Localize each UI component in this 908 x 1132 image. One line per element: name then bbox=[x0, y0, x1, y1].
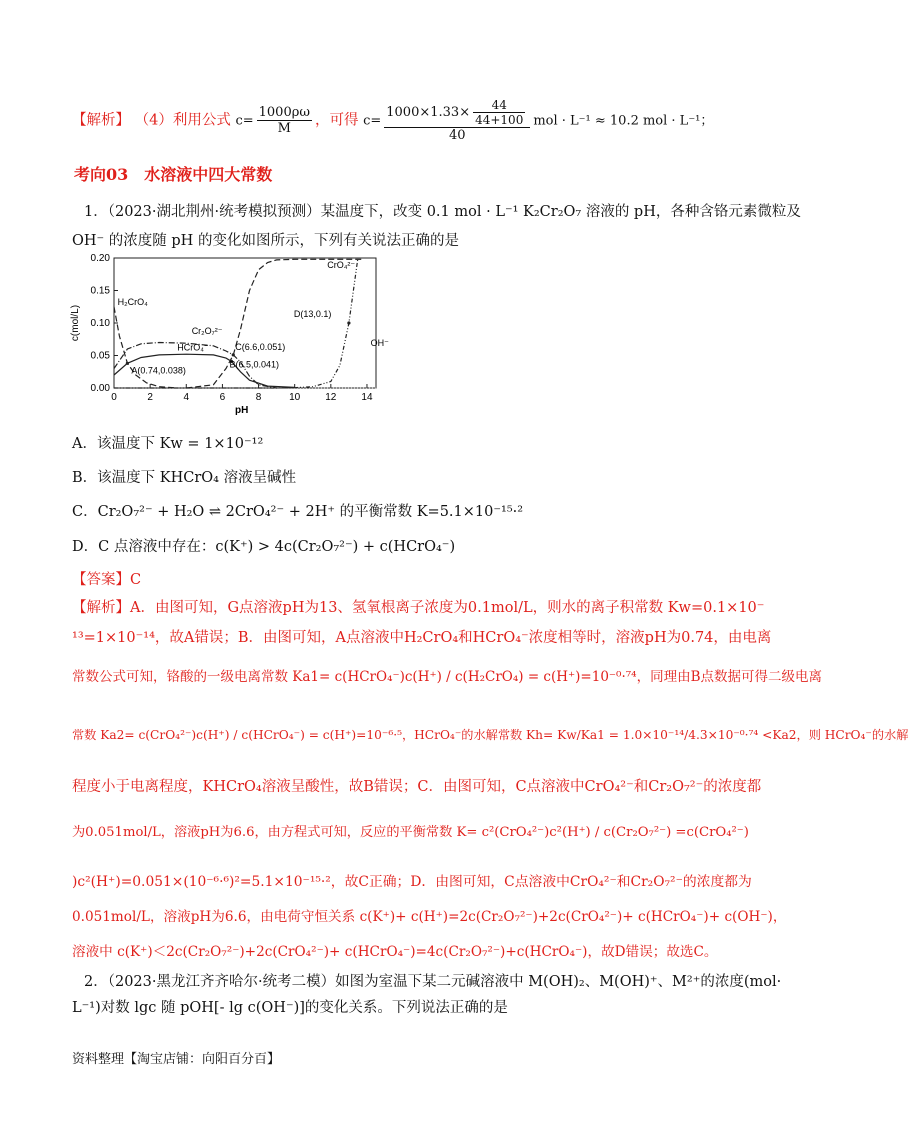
series-label: OH⁻ bbox=[370, 337, 389, 348]
series-label: Cr₂O₇²⁻ bbox=[191, 326, 223, 337]
q1-analysis-8: 0.051mol/L，溶液pH为6.6，由电荷守恒关系 c(K⁺)+ c(H⁺)=2c(Cr₂O₇²⁻)+2c(CrO₄²⁻)+ c(HCrO₄⁻)+ c(OH⁻)， bbox=[72, 909, 787, 925]
q1-analysis-9: 溶液中 c(K⁺)＜2c(Cr₂O₇²⁻)+2c(CrO₄²⁻)+ c(HCrO₄⁻)=4c(Cr₂O₇²⁻)+c(HCrO₄⁻)，故D错误；故选C。 bbox=[72, 944, 718, 960]
x-tick-label: 4 bbox=[183, 392, 190, 403]
series-label: HCrO₄⁻ bbox=[177, 342, 209, 353]
q1-analysis-4: 常数 Ka2= c(CrO₄²⁻)c(H⁺) / c(HCrO₄⁻) = c(H⁺)=10⁻⁶·⁵，HCrO₄⁻的水解常数 Kh= Kw/Ka1 = 1.0×10⁻¹⁴/4.3×10⁻⁰·⁷⁴ <Ka2，则 HCrO₄⁻的水解 bbox=[72, 728, 908, 742]
q1-analysis-2: ¹³=1×10⁻¹⁴，故A错误；B．由图可知，A点溶液中H₂CrO₄和HCrO₄⁻浓度相等时，溶液pH为0.74，由电离 bbox=[72, 630, 772, 646]
x-tick-label: 10 bbox=[289, 392, 301, 403]
calc-tail: mol · L⁻¹ ≈ 10.2 mol · L⁻¹； bbox=[533, 113, 714, 129]
q2-stem-line2: L⁻¹)对数 lgc 随 pOH[- lg c(OH⁻)]的变化关系。下列说法正确的是 bbox=[72, 1000, 508, 1016]
q1-analysis-7: )c²(H⁺)=0.051×(10⁻⁶·⁶)²=5.1×10⁻¹⁵·²，故C正确；D．由图可知，C点溶液中CrO₄²⁻和Cr₂O₇²⁻的浓度都为 bbox=[72, 874, 752, 890]
calc-c: c= bbox=[363, 113, 382, 129]
y-tick-label: 0.05 bbox=[90, 350, 110, 362]
analysis-text: （4）利用公式 bbox=[134, 112, 231, 129]
calc-fraction: 1000×1.33× $\frac{44}{44+100}$ 40 bbox=[384, 98, 530, 143]
top-analysis bbox=[72, 98, 713, 158]
series-line bbox=[114, 307, 177, 388]
y-tick-label: 0.15 bbox=[90, 285, 110, 297]
q1-analysis-3: 常数公式可知，铬酸的一级电离常数 Ka1= c(HCrO₄⁻)c(H⁺) / c(H₂CrO₄) = c(H⁺)=10⁻⁰·⁷⁴，同理由B点数据可得二级电离 bbox=[72, 669, 822, 685]
x-tick-label: 14 bbox=[361, 392, 373, 403]
point-label: D(13,0.1) bbox=[293, 309, 332, 319]
formula-fraction: $\frac{1000\rho\omega}{M}$ bbox=[258, 105, 310, 136]
q2-stem-line1: 2．（2023·黑龙江齐齐哈尔·统考二模）如图为室温下某二元碱溶液中 M(OH)₂、M(OH)⁺、M²⁺的浓度(mol· bbox=[84, 974, 782, 990]
footer-note: 资料整理【淘宝店铺：向阳百分百】 bbox=[72, 1052, 281, 1067]
y-tick-label: 0.10 bbox=[90, 318, 110, 329]
formula-c: c= bbox=[235, 113, 254, 129]
x-axis-label: pH bbox=[235, 405, 249, 416]
data-point bbox=[126, 362, 129, 365]
q1-stem-line2: OH⁻ 的浓度随 pH 的变化如图所示，下列有关说法正确的是 bbox=[72, 233, 459, 249]
q1-analysis-1: 【解析】A．由图可知，G点溶液pH为13、氢氧根离子浓度为0.1mol/L，则水的离子积常数 Kw=0.1×10⁻ bbox=[72, 600, 765, 616]
y-tick-label: 0.20 bbox=[90, 253, 110, 264]
data-point bbox=[347, 321, 350, 324]
series-label: H₂CrO₄ bbox=[117, 296, 148, 307]
point-label: B(6.5,0.041) bbox=[229, 359, 279, 370]
q1-option-c: C．Cr₂O₇²⁻ + H₂O ⇌ 2CrO₄²⁻ + 2H⁺ 的平衡常数 K=5.1×10⁻¹⁵·² bbox=[72, 504, 524, 520]
data-point bbox=[232, 353, 235, 356]
q1-analysis-5: 程度小于电离程度，KHCrO₄溶液呈酸性，故B错误；C．由图可知，C点溶液中CrO₄²⁻和Cr₂O₇²⁻的浓度都 bbox=[72, 779, 762, 795]
series-label: CrO₄²⁻ bbox=[327, 259, 356, 270]
y-axis-label: c(mol/L) bbox=[70, 304, 81, 342]
analysis-mid: ，可得 bbox=[314, 112, 359, 129]
q1-analysis-6: 为0.051mol/L，溶液pH为6.6，由方程式可知，反应的平衡常数 K= c²(CrO₄²⁻)c²(H⁺) / c(Cr₂O₇²⁻) =c(CrO₄²⁻) bbox=[72, 825, 749, 840]
y-tick-label: 0.00 bbox=[90, 383, 110, 394]
x-tick-label: 0 bbox=[111, 392, 117, 403]
q1-option-d: D．C 点溶液中存在：c(K⁺) > 4c(Cr₂O₇²⁻) + c(HCrO₄⁻) bbox=[72, 539, 456, 555]
q1-answer: 【答案】C bbox=[72, 572, 142, 588]
point-label: A(0.74,0.038) bbox=[131, 365, 186, 376]
x-tick-label: 8 bbox=[255, 392, 262, 403]
x-tick-label: 2 bbox=[147, 392, 153, 403]
section-title: 考向03 水溶液中四大常数 bbox=[74, 165, 273, 184]
point-label: C(6.6,0.051) bbox=[235, 341, 286, 352]
x-tick-label: 12 bbox=[325, 392, 337, 403]
chromium-species-chart bbox=[66, 250, 396, 420]
x-tick-label: 6 bbox=[219, 392, 226, 403]
q1-stem-line1: 1．（2023·湖北荆州·统考模拟预测）某温度下，改变 0.1 mol · L⁻¹ K₂Cr₂O₇ 溶液的 pH，各种含铬元素微粒及 bbox=[84, 204, 801, 220]
analysis-label: 【解析】 bbox=[72, 112, 130, 129]
q1-option-b: B．该温度下 KHCrO₄ 溶液呈碱性 bbox=[72, 470, 297, 486]
q1-option-a: A．该温度下 Kw = 1×10⁻¹² bbox=[72, 436, 264, 452]
